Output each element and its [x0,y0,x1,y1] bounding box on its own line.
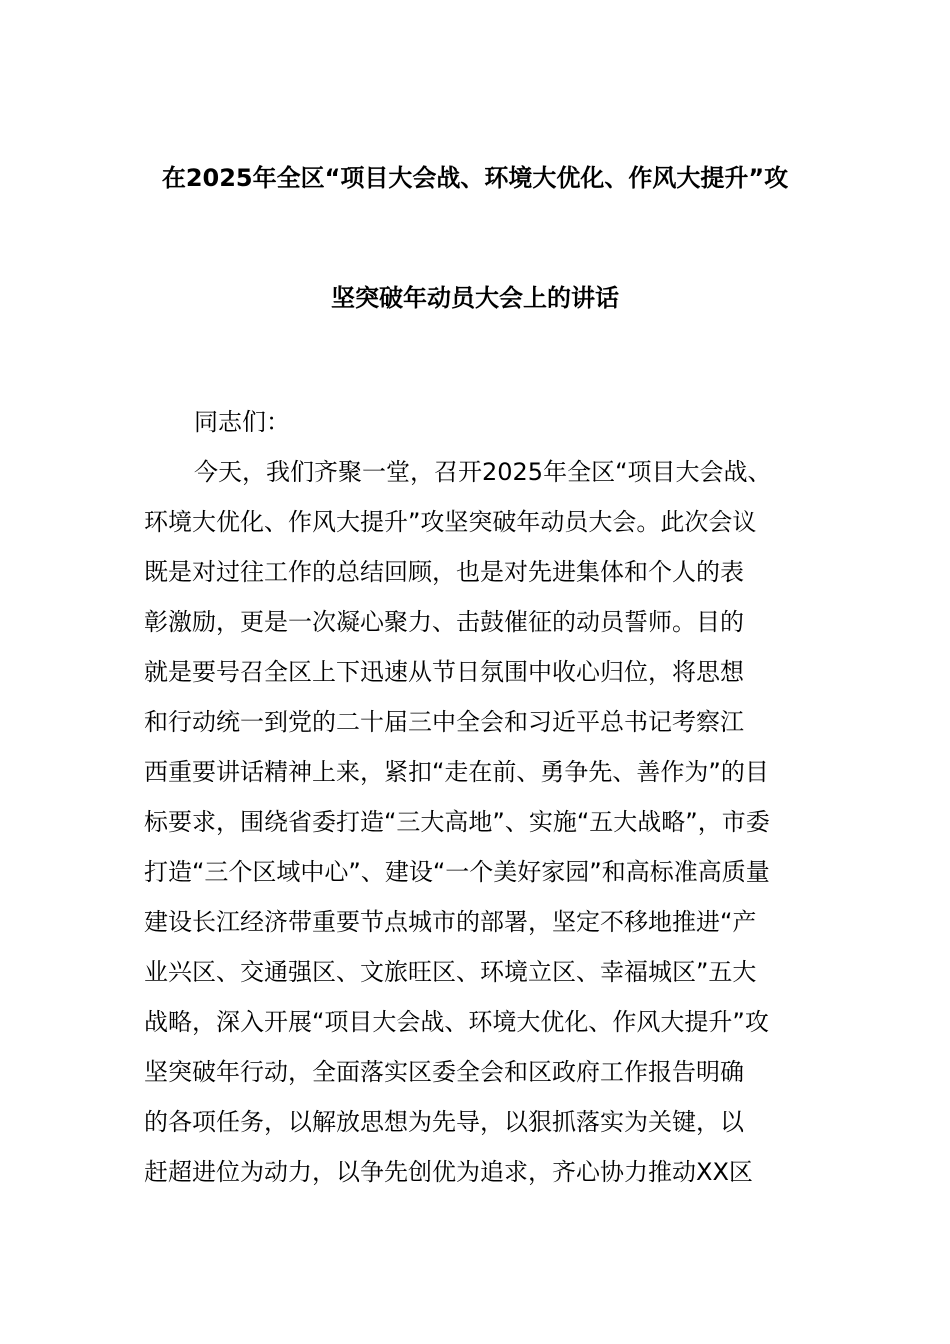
paragraph-line: 环境大优化、作风大提升”攻坚突破年动员大会。此次会议 [144,508,757,536]
paragraph-line: 和行动统一到党的二十届三中全会和习近平总书记考察江 [144,708,744,736]
paragraph-line: 就是要号召全区上下迅速从节日氛围中收心归位，将思想 [144,658,744,686]
title-line-1: 在2025年全区“项目大会战、环境大优化、作风大提升”攻 [161,164,789,192]
paragraph-line: 今天，我们齐聚一堂，召开2025年全区“项目大会战、 [194,458,772,486]
paragraph-line: 既是对过往工作的总结回顾，也是对先进集体和个人的表 [144,558,744,586]
title-line-2: 坚突破年动员大会上的讲话 [331,284,619,312]
paragraph-line: 西重要讲话精神上来，紧扣“走在前、勇争先、善作为”的目 [144,758,769,786]
paragraph-line: 坚突破年行动，全面落实区委全会和区政府工作报告明确 [144,1058,744,1086]
paragraph-line: 建设长江经济带重要节点城市的部署，坚定不移地推进“产 [144,908,757,936]
paragraph-line: 业兴区、交通强区、文旅旺区、环境立区、幸福城区”五大 [144,958,757,986]
salutation: 同志们： [194,408,290,436]
paragraph-line: 赶超进位为动力，以争先创优为追求，齐心协力推动XX区 [144,1158,753,1186]
paragraph-line: 的各项任务，以解放思想为先导，以狠抓落实为关键，以 [144,1108,744,1136]
paragraph-line: 战略，深入开展“项目大会战、环境大优化、作风大提升”攻 [144,1008,769,1036]
paragraph-line: 彰激励，更是一次凝心聚力、击鼓催征的动员誓师。目的 [144,608,744,636]
paragraph-line: 打造“三个区域中心”、建设“一个美好家园”和高标准高质量 [144,858,770,886]
paragraph-line: 标要求，围绕省委打造“三大高地”、实施“五大战略”，市委 [144,808,770,836]
